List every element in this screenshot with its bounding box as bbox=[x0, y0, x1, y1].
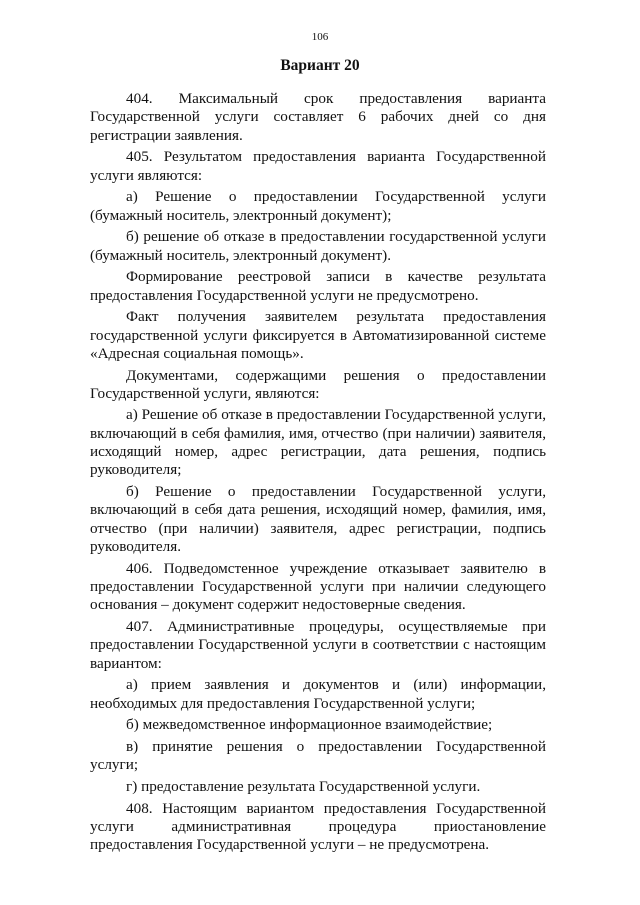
paragraph-408: 408. Настоящим вариантом предоставления Государственной услуги административная процедура приостановление предоставления Государственной услуги – не предусмотрена. bbox=[90, 799, 546, 854]
section-heading: Вариант 20 bbox=[280, 57, 360, 74]
list-item-407-d: г) предоставление результата Государственной услуги. bbox=[126, 777, 481, 795]
list-item-documents-a: а) Решение об отказе в предоставлении Государственной услуги, включающий в себя фамилия, имя, отчество (при наличии) заявителя, исходящий номер, адрес регистрации, дата решения, подпись руководителя; bbox=[90, 406, 546, 479]
list-item-407-a: а) прием заявления и документов и (или) информации, необходимых для предоставления Государственной услуги; bbox=[90, 676, 546, 712]
list-item-documents-b: б) Решение о предоставлении Государственной услуги, включающий в себя дата решения, исходящий номер, фамилия, имя, отчество (при наличии) заявителя, адрес регистрации, подпись руководителя. bbox=[90, 483, 546, 555]
paragraph-result-fact: Факт получения заявителем результата предоставления государственной услуги фиксируется в Автоматизированной системе «Адресная социальная помощь». bbox=[90, 308, 546, 362]
list-item-407-c: в) принятие решения о предоставлении Государственной услуги; bbox=[90, 737, 546, 774]
list-item-405-b: б) решение об отказе в предоставлении государственной услуги (бумажный носитель, электронный документ). bbox=[90, 228, 546, 264]
paragraph-405: 405. Результатом предоставления варианта Государственной услуги являются: bbox=[90, 148, 546, 184]
paragraph-registry-record: Формирование реестровой записи в качестве результата предоставления Государственной услуги не предусмотрено. bbox=[90, 268, 546, 304]
paragraph-decision-documents: Документами, содержащими решения о предоставлении Государственной услуги, являются: bbox=[90, 366, 546, 402]
list-item-407-b: б) межведомственное информационное взаимодействие; bbox=[126, 716, 493, 734]
paragraph-407: 407. Административные процедуры, осуществляемые при предоставлении Государственной услуги в соответствии с настоящим вариантом: bbox=[90, 617, 546, 672]
page-number: 106 bbox=[311, 31, 329, 43]
paragraph-404: 404. Максимальный срок предоставления варианта Государственной услуги составляет 6 рабочих дней со дня регистрации заявления. bbox=[90, 90, 546, 144]
document-body bbox=[90, 90, 546, 858]
paragraph-406: 406. Подведомстенное учреждение отказывает заявителю в предоставлении Государственной услуги при наличии следующего основания – документ содержит недостоверные сведения. bbox=[90, 559, 546, 614]
list-item-405-a: а) Решение о предоставлении Государственной услуги (бумажный носитель, электронный документ); bbox=[90, 188, 546, 224]
